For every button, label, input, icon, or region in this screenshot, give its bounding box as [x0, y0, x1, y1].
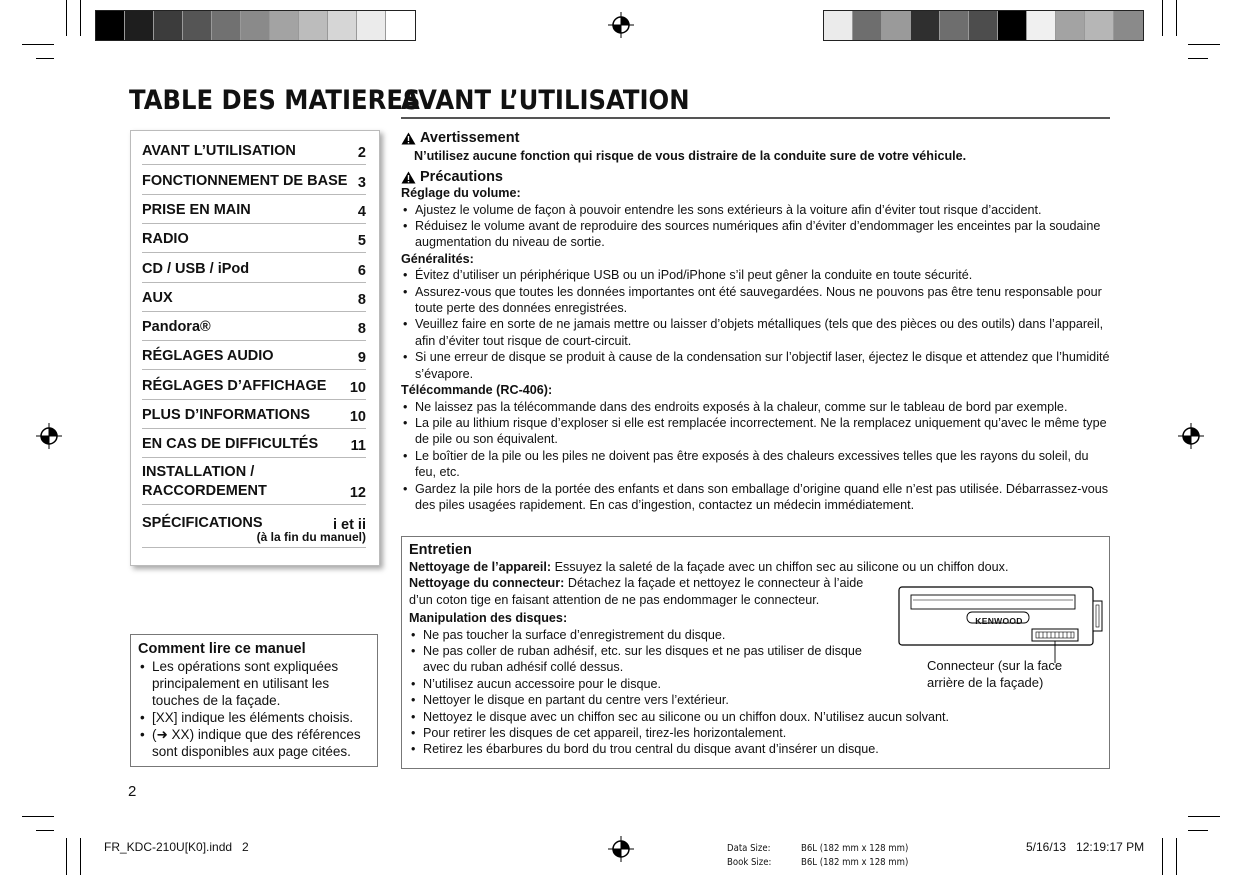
color-swatch: [824, 11, 853, 40]
toc-item-label: EN CAS DE DIFFICULTÉS: [142, 436, 319, 452]
list-item: • La pile au lithium risque d’exploser si elle est remplacée incorrectement. Ne la remplacez uniquement qu’avec le même type de pile ou son équivalent.: [401, 415, 1110, 448]
toc-item: [142, 137, 366, 165]
discs-heading: Manipulation des disques:: [409, 611, 568, 626]
toc-item-label: AVANT L’UTILISATION: [142, 143, 296, 159]
toc-item-page: 9: [357, 350, 366, 366]
list-item: • Ne pas coller de ruban adhésif, etc. sur les disques et ne pas utiliser de disque avec du ruban adhésif collé dessus.: [409, 643, 869, 676]
warning-triangle-icon: [401, 132, 416, 145]
color-swatch: [911, 11, 940, 40]
toc-item-label: INSTALLATION / RACCORDEMENT: [142, 464, 267, 499]
toc-item: [142, 313, 366, 341]
color-swatch: [212, 11, 241, 40]
registration-mark-icon: [608, 836, 634, 862]
toc-item: [142, 255, 366, 283]
color-swatch: [125, 11, 154, 40]
registration-mark-icon: [608, 12, 634, 38]
toc-spec-note: (à la fin du manuel): [142, 530, 366, 548]
color-bar-left: [95, 10, 416, 41]
list-item: • Réduisez le volume avant de reproduire des sources numériques afin d’éviter d’endommager les enceintes par la soudaine augmentation du niveau de sortie.: [401, 218, 1110, 251]
general-heading: Généralités:: [401, 251, 474, 266]
device-cleaning-text: Essuyez la saleté de la façade avec un chiffon sec au silicone ou un chiffon doux.: [554, 560, 1009, 574]
howto-item: • (➜ XX) indique que des références sont disponibles aux page citées.: [138, 726, 370, 760]
list-item: • Retirez les ébarbures du bord du trou central du disque avant d’insérer un disque.: [409, 741, 1102, 757]
color-swatch: [386, 11, 415, 40]
toc-item-label: CD / USB / iPod: [142, 261, 250, 277]
list-item: • Ne laissez pas la télécommande dans des endroits exposés à la chaleur, comme sur le tableau de bord par exemple.: [401, 399, 1110, 415]
footer-timestamp: 5/16/13 12:19:17 PM: [1026, 840, 1145, 854]
page-number: 2: [128, 783, 137, 800]
list-item: • Si une erreur de disque se produit à cause de la condensation sur l’objectif laser, éjectez le disque et attendez que l’humidité s’évapore.: [401, 349, 1110, 382]
toc-item: [142, 430, 366, 458]
list-item: • Nettoyer le disque en partant du centre vers l’extérieur.: [409, 692, 1102, 708]
toc-item-page: 5: [357, 233, 366, 249]
device-cleaning-label: Nettoyage de l’appareil:: [409, 560, 552, 574]
toc-item-page: 6: [357, 263, 366, 279]
warning-text: N’utilisez aucune fonction qui risque de vous distraire de la conduite sure de votre véhicule.: [414, 149, 967, 164]
color-swatch: [853, 11, 882, 40]
table-of-contents: [130, 130, 380, 566]
color-swatch: [969, 11, 998, 40]
connector-cleaning: [409, 575, 889, 608]
remote-heading: Télécommande (RC-406):: [401, 383, 553, 398]
toc-item: [142, 196, 366, 224]
list-item: • Pour retirer les disques de cet appareil, tirez-les horizontalement.: [409, 725, 1102, 741]
toc-item: [142, 372, 366, 400]
toc-item-label: RADIO: [142, 231, 189, 247]
toc-item-page: 10: [349, 409, 366, 425]
toc-item-label: RÉGLAGES D’AFFICHAGE: [142, 378, 327, 394]
registration-mark-icon: [36, 423, 62, 449]
color-swatch: [1056, 11, 1085, 40]
connector-caption: Connecteur (sur la face arrière de la façade): [927, 658, 1063, 690]
color-swatch: [1085, 11, 1114, 40]
color-swatch: [998, 11, 1027, 40]
warning-triangle-icon: [401, 171, 416, 184]
connector-cleaning-label: Nettoyage du connecteur:: [409, 576, 565, 591]
toc-item: [142, 225, 366, 253]
toc-item-label: PRISE EN MAIN: [142, 202, 251, 218]
precautions-title: Précautions: [420, 168, 503, 185]
howto-item: • [XX] indique les éléments choisis.: [138, 709, 370, 726]
toc-item-page: 8: [357, 321, 366, 337]
toc-item-page: 4: [357, 204, 366, 220]
list-item: • Le boîtier de la pile ou les piles ne doivent pas être exposés à des chaleurs excessives telles que les rayons du soleil, du feu, etc.: [401, 448, 1110, 481]
toc-item: [142, 401, 366, 429]
toc-item-label: FONCTIONNEMENT DE BASE: [142, 173, 348, 189]
toc-item-label: SPÉCIFICATIONS: [142, 515, 263, 531]
list-item: • Veuillez faire en sorte de ne jamais mettre ou laisser d’objets métalliques (tels que des pièces ou des outils) dans l’appareil, afin d’éviter tout risque de court-circuit.: [401, 316, 1110, 349]
toc-item-page: 3: [357, 175, 366, 191]
howto-box: [130, 634, 378, 767]
color-swatch: [882, 11, 911, 40]
volume-heading: Réglage du volume:: [401, 186, 521, 201]
footer-data-size-label: Data Size:: [727, 843, 771, 854]
howto-item: • Les opérations sont expliquées principalement en utilisant les touches de la façade.: [138, 658, 370, 709]
list-item: • Ajustez le volume de façon à pouvoir entendre les sons extérieurs à la voiture afin d’éviter tout risque d’accident.: [401, 202, 1110, 218]
toc-item-page: 11: [350, 438, 366, 454]
warning-title: Avertissement: [420, 130, 520, 146]
color-swatch: [357, 11, 386, 40]
connector-cleaning-text: Détachez la façade et nettoyez le connecteur à l’aide d’un coton tige en faisant attention de ne pas endommager le connecteur.: [409, 576, 864, 607]
list-item: • Nettoyez le disque avec un chiffon sec au silicone ou un chiffon doux. N’utilisez aucun solvant.: [409, 709, 1102, 725]
footer-book-size-label: Book Size:: [727, 857, 772, 868]
toc-item-page: 2: [357, 145, 366, 161]
footer-book-size-value: B6L (182 mm x 128 mm): [801, 857, 909, 868]
warning-heading: [401, 130, 1110, 146]
color-swatch: [154, 11, 183, 40]
list-item: • Gardez la pile hors de la portée des enfants et dans son emballage d’origine quand elle n’est pas utilisée. Débarrassez-vous des piles usagées rapidement. En cas d’ingestion, contactez un médecin immédiatement.: [401, 481, 1110, 514]
footer-data-size-value: B6L (182 mm x 128 mm): [801, 843, 909, 854]
toc-item-label: PLUS D’INFORMATIONS: [142, 407, 311, 423]
color-swatch: [270, 11, 299, 40]
precautions-section: [401, 130, 1110, 513]
toc-item-page: 10: [349, 380, 366, 396]
toc-item-page: 12: [349, 485, 366, 501]
title-rule: [401, 117, 1110, 119]
list-item: • Assurez-vous que toutes les données importantes ont été sauvegardées. Nous ne pouvons pas être tenu responsable pour toute perte des données enregistrées.: [401, 284, 1110, 317]
howto-title: Comment lire ce manuel: [138, 641, 306, 657]
color-swatch: [940, 11, 969, 40]
toc-title: TABLE DES MATIERES: [129, 85, 421, 116]
color-swatch: [328, 11, 357, 40]
list-item: • Évitez d’utiliser un périphérique USB ou un iPod/iPhone s’il peut gêner la conduite en toute sécurité.: [401, 267, 1110, 283]
toc-item-label: RÉGLAGES AUDIO: [142, 348, 274, 364]
color-bar-right: [823, 10, 1144, 41]
maintenance-title: Entretien: [409, 542, 472, 558]
page-title: AVANT L’UTILISATION: [401, 85, 690, 116]
registration-mark-icon: [1178, 423, 1204, 449]
list-item: • Ne pas toucher la surface d’enregistrement du disque.: [409, 627, 869, 643]
device-cleaning: [409, 559, 1102, 575]
toc-item: [142, 167, 366, 195]
footer-filename: FR_KDC-210U[K0].indd 2: [104, 840, 249, 854]
toc-item-label: Pandora®: [142, 319, 211, 335]
toc-item: [142, 284, 366, 312]
list-item: • N’utilisez aucun accessoire pour le disque.: [409, 676, 869, 692]
color-swatch: [96, 11, 125, 40]
color-swatch: [183, 11, 212, 40]
toc-item-label: AUX: [142, 290, 173, 306]
color-swatch: [299, 11, 328, 40]
color-swatch: [1114, 11, 1143, 40]
color-swatch: [1027, 11, 1056, 40]
brand-logo: KENWOOD: [975, 616, 1023, 626]
toc-item: [142, 460, 366, 505]
toc-item-page: i et ii: [332, 517, 366, 533]
toc-item: [142, 342, 366, 370]
color-swatch: [241, 11, 270, 40]
maintenance-box: [401, 536, 1110, 769]
toc-item-page: 8: [357, 292, 366, 308]
precautions-heading: [401, 169, 1110, 185]
